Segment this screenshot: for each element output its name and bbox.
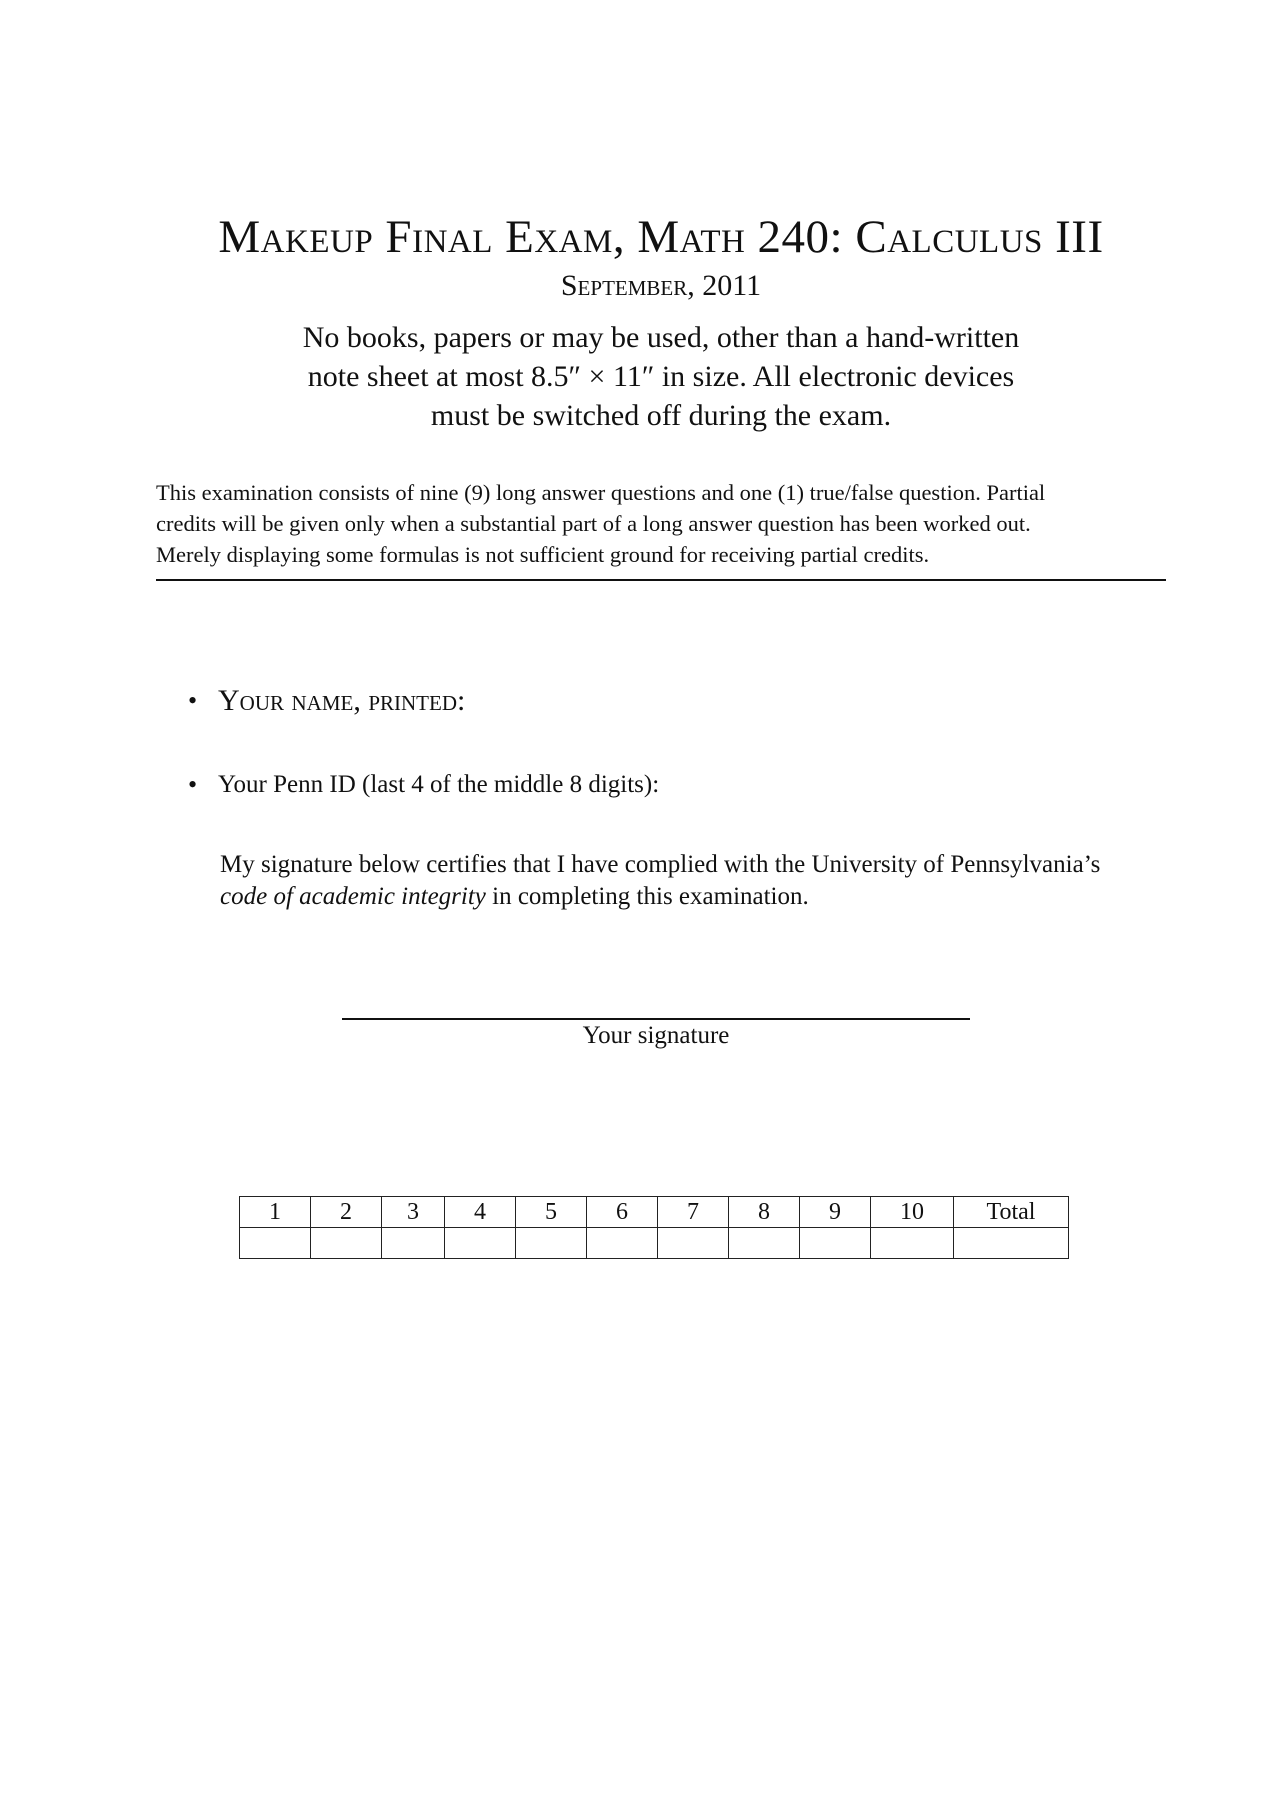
score-header-cell: 9: [800, 1197, 871, 1228]
exam-instructions: [251, 318, 1071, 435]
signature-block[interactable]: [342, 1018, 970, 1050]
signature-line[interactable]: [342, 1018, 970, 1020]
name-field-label: Your name, printed:: [218, 684, 466, 717]
exam-cover-page: [156, 210, 1166, 1225]
signature-label: Your signature: [582, 1021, 730, 1049]
exam-intro-paragraph: [156, 477, 1166, 570]
penn-id-field-label: Your Penn ID (last 4 of the middle 8 digits):: [218, 771, 660, 798]
score-value-cell[interactable]: [729, 1228, 800, 1259]
bullet-icon: •: [188, 686, 198, 715]
score-header-cell: 7: [658, 1197, 729, 1228]
score-header-cell: 4: [445, 1197, 516, 1228]
score-total-cell[interactable]: [954, 1228, 1069, 1259]
score-header-cell: 10: [871, 1197, 954, 1228]
academic-integrity-text: code of academic integrity: [220, 883, 486, 910]
certification-line: [220, 881, 1166, 913]
score-header-cell: 5: [516, 1197, 587, 1228]
exam-date: September, 2011: [560, 269, 762, 302]
intro-line: Merely displaying some formulas is not sufficient ground for receiving partial credits.: [156, 542, 930, 567]
score-value-cell[interactable]: [445, 1228, 516, 1259]
exam-title: Makeup Final Exam, Math 240: Calculus III: [218, 211, 1104, 263]
score-header-cell: 1: [240, 1197, 311, 1228]
score-value-cell[interactable]: [800, 1228, 871, 1259]
instructions-line: must be switched off during the exam.: [430, 399, 892, 432]
score-value-cell[interactable]: [871, 1228, 954, 1259]
certification-line: My signature below certifies that I have complied with the University of Pennsylvania’s: [220, 851, 1101, 878]
score-header-cell: Total: [954, 1197, 1069, 1228]
bullet-icon: •: [188, 770, 198, 799]
score-header-cell: 2: [311, 1197, 382, 1228]
score-header-cell: 6: [587, 1197, 658, 1228]
instructions-line: No books, papers or may be used, other than a hand-written: [302, 321, 1020, 354]
score-value-cell[interactable]: [516, 1228, 587, 1259]
score-value-cell[interactable]: [311, 1228, 382, 1259]
penn-id-field[interactable]: [188, 765, 1166, 805]
score-value-cell[interactable]: [658, 1228, 729, 1259]
certification-line-rest: in completing this examination.: [485, 883, 809, 910]
score-table-header-row: [240, 1197, 1069, 1228]
score-header-cell: 3: [382, 1197, 445, 1228]
intro-line: This examination consists of nine (9) long answer questions and one (1) true/false question. Partial: [156, 480, 1046, 505]
student-info-fields: [188, 681, 1166, 805]
score-table-value-row: [240, 1228, 1069, 1259]
certification-statement: [220, 849, 1166, 913]
instructions-line: note sheet at most 8.5″ × 11″ in size. All electronic devices: [307, 360, 1015, 393]
score-table: [239, 1196, 1069, 1259]
score-value-cell[interactable]: [240, 1228, 311, 1259]
score-value-cell[interactable]: [587, 1228, 658, 1259]
name-field[interactable]: [188, 681, 1166, 721]
score-header-cell: 8: [729, 1197, 800, 1228]
intro-line: credits will be given only when a substantial part of a long answer question has been worked out.: [156, 511, 1031, 536]
score-value-cell[interactable]: [382, 1228, 445, 1259]
horizontal-rule: [156, 579, 1166, 581]
